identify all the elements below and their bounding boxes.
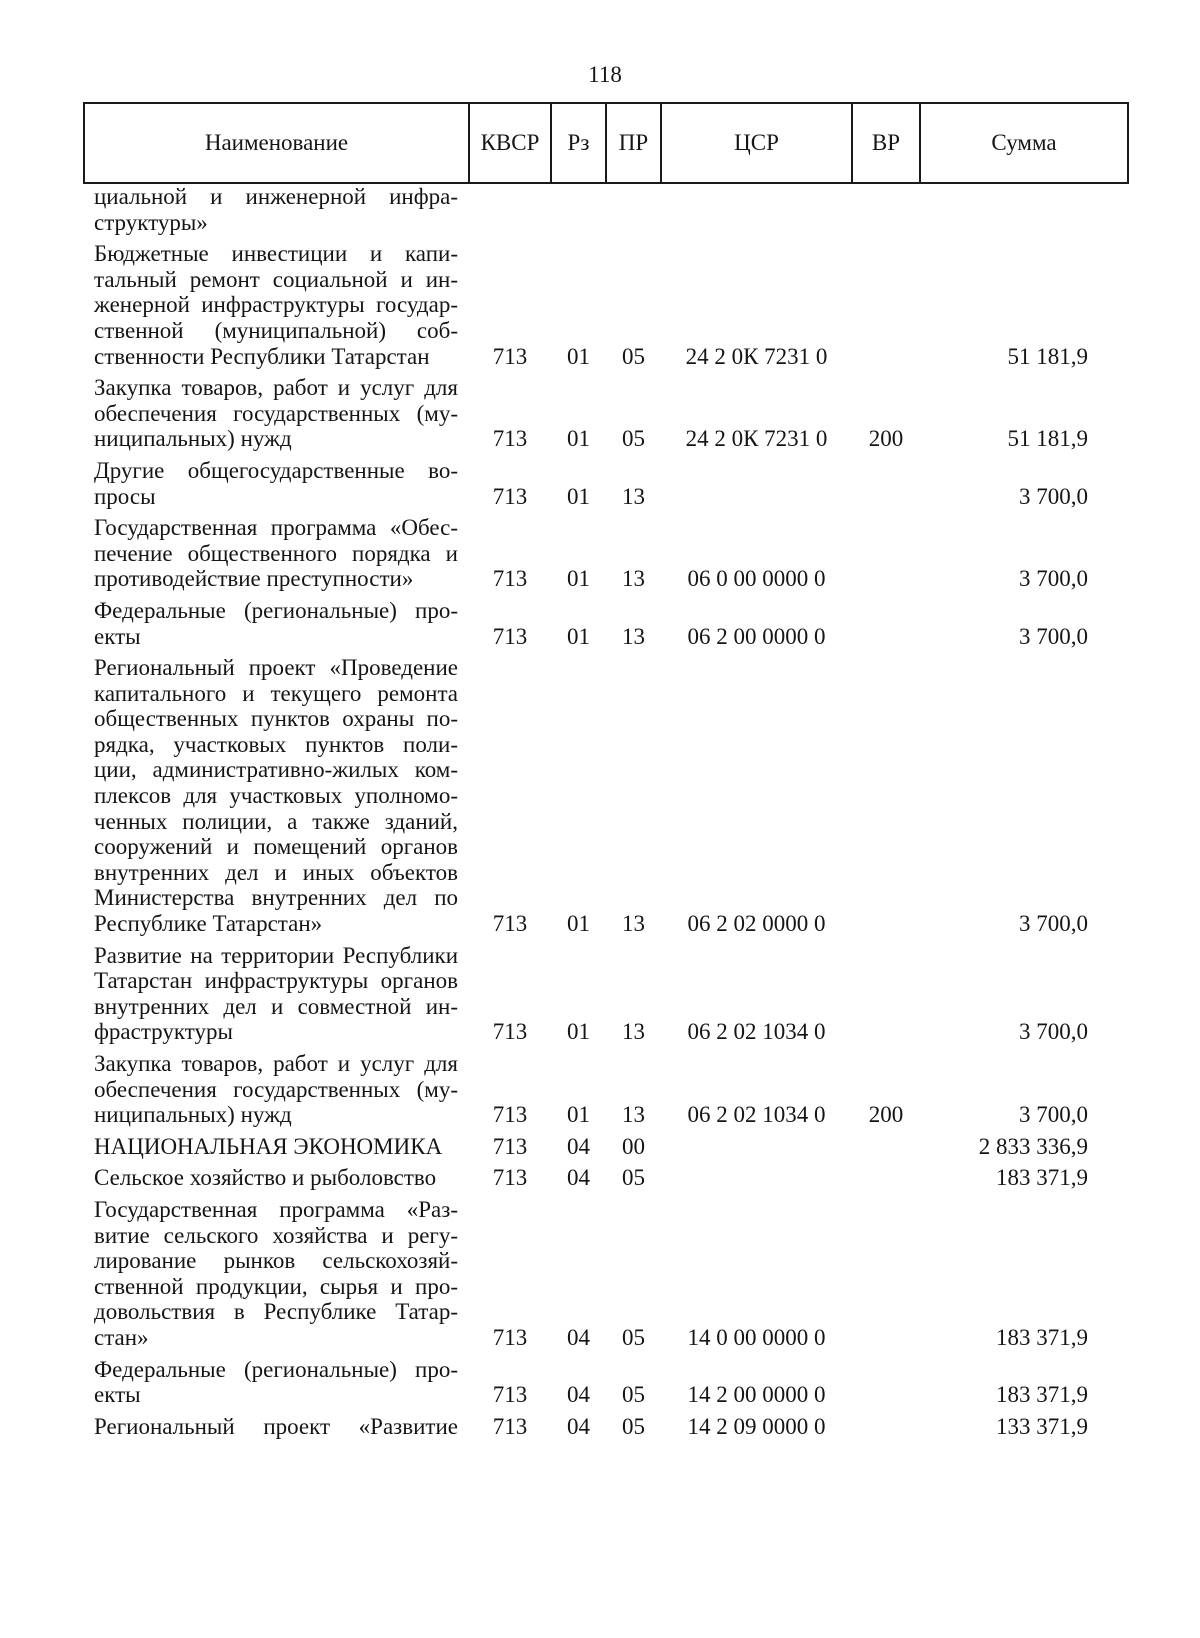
- row-name-cell: [84, 598, 469, 655]
- rz-cell: 04: [567, 1133, 590, 1159]
- csr-cell: 14 2 09 0000 0: [687, 1413, 826, 1439]
- table-header-row: [84, 103, 1128, 183]
- csr-cell: [661, 183, 852, 241]
- kvsr-cell: 713: [492, 623, 528, 649]
- vr-cell: [852, 1414, 920, 1446]
- row-name-line: ниципальных) нужд: [94, 1102, 292, 1128]
- row-name-line: Сельское хозяйство и рыболовство: [94, 1165, 437, 1191]
- header-vr: ВР: [852, 103, 920, 183]
- vr-cell: 200: [868, 1102, 904, 1128]
- row-name-line: Закупка товаров, работ и услуг для: [94, 1051, 458, 1076]
- table-row: [84, 1165, 1128, 1197]
- kvsr-cell: [469, 183, 551, 241]
- row-name-line: внутренних дел и совместной ин-: [94, 993, 458, 1019]
- rz-cell: 04: [567, 1324, 590, 1350]
- csr-cell: [661, 458, 852, 515]
- row-name-line: витие сельского хозяйства и регу-: [94, 1222, 458, 1248]
- row-name-line: структуры»: [94, 209, 208, 235]
- pr-cell: 05: [622, 426, 645, 452]
- pr-cell: 05: [622, 1413, 645, 1439]
- rz-cell: 04: [567, 1413, 590, 1439]
- table-row: [84, 1051, 1128, 1134]
- csr-cell: 06 2 02 1034 0: [687, 1019, 826, 1045]
- pr-cell: 13: [622, 1019, 645, 1045]
- pr-cell: 13: [622, 1102, 645, 1128]
- row-name-cell: [84, 1165, 469, 1197]
- row-name-line: Федеральные (региональные) про-: [94, 597, 458, 623]
- table-row: [84, 375, 1128, 458]
- header-sum: Сумма: [920, 103, 1128, 183]
- row-name-line: Бюджетные инвестиции и капи-: [94, 241, 458, 267]
- rz-cell: 04: [567, 1165, 590, 1191]
- row-name-cell: [84, 515, 469, 598]
- row-name-line: Другие общегосударственные во-: [94, 457, 458, 483]
- pr-cell: 13: [622, 911, 645, 937]
- row-name-line: плексов для участковых уполномо-: [94, 783, 458, 809]
- row-name-line: Региональный проект «Проведение: [94, 655, 458, 681]
- row-name-cell: [84, 943, 469, 1051]
- rz-cell: 01: [567, 426, 590, 452]
- row-name-line: стан»: [94, 1324, 149, 1350]
- pr-cell: 13: [622, 623, 645, 649]
- row-name-line: екты: [94, 623, 141, 649]
- table-row: [84, 515, 1128, 598]
- row-name-line: рядка, участковых пунктов поли-: [94, 731, 458, 757]
- vr-cell: [852, 1134, 920, 1166]
- rz-cell: 01: [567, 1102, 590, 1128]
- row-name-line: ниципальных) нужд: [94, 426, 292, 452]
- csr-cell: 14 2 00 0000 0: [687, 1382, 826, 1408]
- sum-cell: 183 371,9: [996, 1324, 1088, 1350]
- table-row: [84, 458, 1128, 515]
- rz-cell: 01: [567, 483, 590, 509]
- csr-cell: 06 2 02 0000 0: [687, 911, 826, 937]
- vr-cell: [852, 1197, 920, 1357]
- vr-cell: [852, 515, 920, 598]
- table-row: [84, 241, 1128, 375]
- rz-cell: [551, 183, 606, 241]
- rz-cell: 01: [567, 623, 590, 649]
- row-name-line: ченных полиции, а также зданий,: [94, 808, 458, 834]
- row-name-line: циальной и инженерной инфра-: [94, 184, 458, 209]
- budget-table: [83, 102, 1129, 1445]
- kvsr-cell: 713: [492, 1324, 528, 1350]
- sum-cell: 51 181,9: [1007, 343, 1088, 369]
- table-header: [84, 103, 1128, 183]
- csr-cell: 06 0 00 0000 0: [687, 566, 826, 592]
- vr-cell: [852, 1165, 920, 1197]
- vr-cell: [852, 943, 920, 1051]
- header-rz: Рз: [551, 103, 606, 183]
- row-name-cell: [84, 1051, 469, 1134]
- table-row: [84, 1414, 1128, 1446]
- table-row: [84, 1357, 1128, 1414]
- vr-cell: [852, 598, 920, 655]
- sum-cell: [920, 183, 1128, 241]
- row-name-line: общественных пунктов охраны по-: [94, 706, 458, 732]
- header-kvsr: КВСР: [469, 103, 551, 183]
- row-name-line: обеспечения государственных (му-: [94, 400, 458, 426]
- row-name-line: ственной (муниципальной) соб-: [94, 317, 458, 343]
- kvsr-cell: 713: [492, 1019, 528, 1045]
- row-name-line: лирование рынков сельскохозяй-: [94, 1248, 458, 1274]
- vr-cell: 200: [868, 426, 904, 452]
- pr-cell: 13: [622, 483, 645, 509]
- rz-cell: 01: [567, 1019, 590, 1045]
- csr-cell: 24 2 0К 7231 0: [685, 343, 828, 369]
- sum-cell: 3 700,0: [1019, 1102, 1088, 1128]
- pr-cell: 05: [622, 343, 645, 369]
- row-name-line: тальный ремонт социальной и ин-: [94, 266, 458, 292]
- sum-cell: 133 371,9: [996, 1413, 1088, 1439]
- sum-cell: 3 700,0: [1019, 911, 1088, 937]
- row-name-line: Развитие на территории Республики: [94, 942, 458, 968]
- kvsr-cell: 713: [492, 911, 528, 937]
- csr-cell: 24 2 0К 7231 0: [685, 426, 828, 452]
- kvsr-cell: 713: [492, 1413, 528, 1439]
- sum-cell: 51 181,9: [1007, 426, 1088, 452]
- table-row: [84, 183, 1128, 241]
- pr-cell: 13: [622, 566, 645, 592]
- row-name-line: внутренних дел и иных объектов: [94, 859, 458, 885]
- row-name-line: Закупка товаров, работ и услуг для: [94, 375, 458, 401]
- row-name-line: Федеральные (региональные) про-: [94, 1356, 458, 1382]
- row-name-cell: [84, 1197, 469, 1357]
- kvsr-cell: 713: [492, 1382, 528, 1408]
- row-name-cell: [84, 1414, 469, 1446]
- row-name-line: просы: [94, 483, 156, 509]
- row-name-cell: [84, 183, 469, 241]
- vr-cell: [852, 183, 920, 241]
- rz-cell: 01: [567, 343, 590, 369]
- kvsr-cell: 713: [492, 1102, 528, 1128]
- kvsr-cell: 713: [492, 566, 528, 592]
- row-name-line: Государственная программа «Раз-: [94, 1196, 458, 1222]
- rz-cell: 04: [567, 1382, 590, 1408]
- header-name: Наименование: [84, 103, 469, 183]
- row-name-line: Татарстан инфраструктуры органов: [94, 968, 458, 994]
- header-pr: ПР: [606, 103, 661, 183]
- kvsr-cell: 713: [492, 426, 528, 452]
- row-name-line: обеспечения государственных (му-: [94, 1076, 458, 1102]
- row-name-line: ственности Республики Татарстан: [94, 343, 430, 369]
- row-name-cell: [84, 1134, 469, 1166]
- row-name-line: екты: [94, 1382, 141, 1408]
- row-name-cell: [84, 458, 469, 515]
- row-name-line: НАЦИОНАЛЬНАЯ ЭКОНОМИКА: [94, 1133, 443, 1159]
- pr-cell: 05: [622, 1165, 645, 1191]
- row-name-line: противодействие преступности»: [94, 566, 414, 592]
- kvsr-cell: 713: [492, 343, 528, 369]
- vr-cell: [852, 458, 920, 515]
- table-row: [84, 1134, 1128, 1166]
- table-body: [84, 183, 1128, 1445]
- csr-cell: 14 0 00 0000 0: [687, 1324, 826, 1350]
- row-name-line: сооружений и помещений органов: [94, 834, 458, 860]
- row-name-line: довольствия в Республике Татар-: [94, 1299, 458, 1325]
- header-csr: ЦСР: [661, 103, 852, 183]
- table-row: [84, 655, 1128, 943]
- rz-cell: 01: [567, 566, 590, 592]
- csr-cell: 06 2 02 1034 0: [687, 1102, 826, 1128]
- vr-cell: [852, 655, 920, 943]
- sum-cell: 183 371,9: [996, 1382, 1088, 1408]
- sum-cell: 3 700,0: [1019, 483, 1088, 509]
- rz-cell: 01: [567, 911, 590, 937]
- vr-cell: [852, 1357, 920, 1414]
- sum-cell: 2 833 336,9: [978, 1133, 1088, 1159]
- row-name-line: капитального и текущего ремонта: [94, 680, 458, 706]
- pr-cell: 05: [622, 1382, 645, 1408]
- sum-cell: 183 371,9: [996, 1165, 1088, 1191]
- table-row: [84, 943, 1128, 1051]
- sum-cell: 3 700,0: [1019, 623, 1088, 649]
- pr-cell: 00: [622, 1133, 645, 1159]
- table-row: [84, 598, 1128, 655]
- row-name-line: женерной инфраструктуры государ-: [94, 292, 458, 318]
- row-name-line: Региональный проект «Развитие: [94, 1413, 458, 1439]
- sum-cell: 3 700,0: [1019, 1019, 1088, 1045]
- row-name-line: фраструктуры: [94, 1019, 233, 1045]
- row-name-cell: [84, 375, 469, 458]
- sum-cell: 3 700,0: [1019, 566, 1088, 592]
- pr-cell: 05: [622, 1324, 645, 1350]
- row-name-line: печение общественного порядка и: [94, 540, 458, 566]
- csr-cell: [661, 1165, 852, 1197]
- row-name-line: ции, административно-жилых ком-: [94, 757, 458, 783]
- row-name-cell: [84, 655, 469, 943]
- kvsr-cell: 713: [492, 1133, 528, 1159]
- pr-cell: [606, 183, 661, 241]
- row-name-line: Республике Татарстан»: [94, 911, 323, 937]
- page-number: 118: [588, 62, 622, 87]
- csr-cell: 06 2 00 0000 0: [687, 623, 826, 649]
- row-name-cell: [84, 241, 469, 375]
- row-name-line: ственной продукции, сырья и про-: [94, 1273, 458, 1299]
- row-name-line: Министерства внутренних дел по: [94, 885, 458, 911]
- table-row: [84, 1197, 1128, 1357]
- csr-cell: [661, 1134, 852, 1166]
- kvsr-cell: 713: [492, 483, 528, 509]
- row-name-cell: [84, 1357, 469, 1414]
- row-name-line: Государственная программа «Обес-: [94, 515, 458, 541]
- vr-cell: [852, 241, 920, 375]
- kvsr-cell: 713: [492, 1165, 528, 1191]
